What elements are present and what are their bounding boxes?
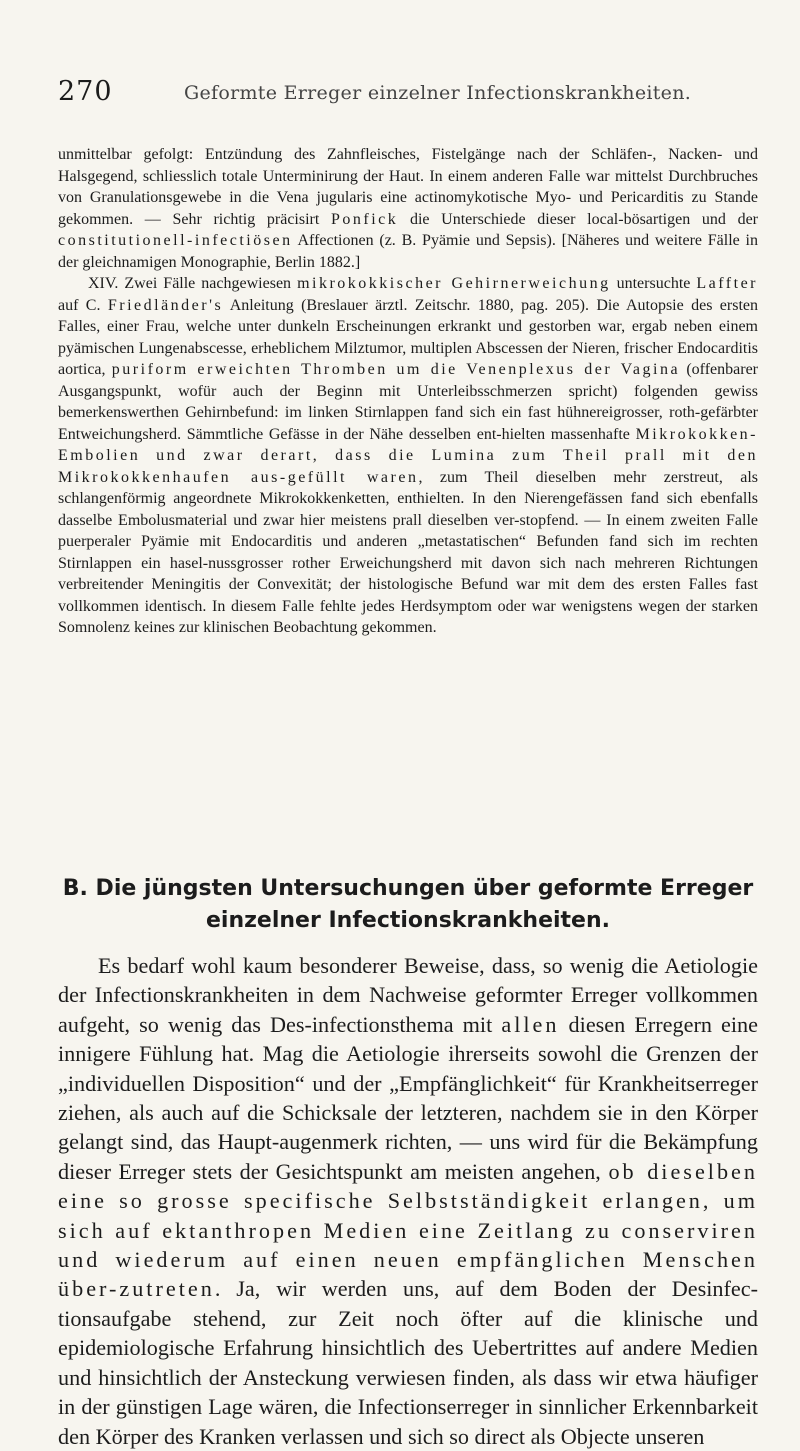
text-run: (offenbarer Ausgangspunkt, wofür auch der Beginn mit Unterleibsschmerzen spricht) folgenden gewiss bemerkenswerthen Gehirnbefund: im linken Stirnlappen fand sich ein fast hühnereigrosser, roth-gefärbter Entweichungsherd. Sämmtliche Gefässe in der Nähe desselben ent-hielten massenhafte: [58, 361, 758, 443]
spaced-emphasis: constitutionell-infectiösen: [58, 232, 293, 249]
spaced-emphasis: mikrokokkischer Gehirnerweichung: [297, 275, 611, 292]
section-heading: B. Die jüngsten Untersuchungen über geformte Erreger einzelner Infectionskrankheiten.: [62, 876, 754, 933]
running-header: [58, 76, 758, 106]
small-print-section: [58, 144, 758, 639]
spaced-name-laffter: Laffter: [696, 275, 759, 292]
spaced-emphasis: puriform erweichten Thromben um die Venenplexus der Vagina: [111, 361, 681, 378]
text-run: Affectionen (z. B. Pyämie und Sepsis). [Näheres und weitere Fälle in der gleichnamigen Monographie, Berlin 1882.]: [58, 232, 758, 271]
text-run: XIV. Zwei Fälle nachgewiesen: [88, 275, 298, 292]
text-run: auf C.: [58, 296, 108, 314]
spaced-name-friedlaender: Friedländer's: [107, 296, 224, 314]
text-run: diesen Erregern eine innigere Fühlung hat. Mag die Aetiologie ihrerseits sowohl die Grenzen der „individuellen Disposition“ und der „Empfänglichkeit“ für Krankheitserreger ziehen, als auch auf die Schicksale der letzteren, nachdem sie in den Körper gelangt sind, das Haupt-augenmerk richten, — uns wird für die Bekämpfung dieser Erreger stets der Gesichtspunkt am meisten angehen,: [58, 1011, 758, 1184]
spaced-emphasis: allen: [501, 1011, 560, 1037]
spaced-emphasis: Mikrokokken-Embolien und zwar derart, dass die Lumina zum Theil prall mit den Mikrokokkenhaufen aus-gefüllt waren: [58, 425, 758, 486]
text-run: . Ja, wir werden uns, auf dem Boden der Desinfec-tionsaufgabe stehend, zur Zeit noch öfter auf die klinische und epidemiologische Erfahrung hinsichtlich des Uebertrittes auf andere Medien und hinsichtlich der Ansteckung verwiesen finden, als dass wir etwa häufiger in der günstigen Lage wären, die Infectionserreger in sinnlicher Erkennbarkeit den Körper des Kranken verlassen und sich so direct als Objecte unseren: [58, 1276, 758, 1449]
text-run: , zum Theil dieselben mehr zerstreut, als schlangenförmig angeordnete Mikrokokkenketten, enthielten. In den Nierengefässen fand sich ebenfalls dasselbe Embolusmaterial und zwar hier meistens prall dieselben ver-stopfend. — In einem zweiten Falle puerperaler Pyämie mit Endocarditis und anderen „metastatischen“ Befunden fand sich im rechten Stirnlappen ein hasel-nussgrosser rother Erweichungsherd mit davon sich nach mehreren Richtungen verbreitender Meningitis der Convexität; der histologische Befund war mit dem des ersten Falles fast vollkommen identisch. In diesem Falle fehlte jedes Herdsymptom oder war wenigstens wegen der starken Somnolenz keines zur klinischen Beobachtung gekommen.: [58, 468, 758, 636]
text-run: untersuchte: [610, 275, 697, 292]
page-number: 270: [58, 76, 113, 107]
text-run: Es bedarf wohl kaum besonderer Beweise, dass, so wenig die Aetiologie der Infectionskrankheiten in dem Nachweise geformter Erreger vollkommen aufgeht, so wenig das Des-infectionsthema mit: [58, 953, 758, 1037]
main-text-section: [58, 951, 758, 1451]
text-run: die Unterschiede dieser local-bösartigen und der: [398, 210, 759, 228]
spaced-emphasis: ob dieselben eine so grosse specifische Selbstständigkeit erlangen, um sich auf ektanthropen Medien eine Zeitlang zu conserviren und wiederum auf einen neuen empfänglichen Menschen über-zutreten: [58, 1158, 758, 1302]
paragraph-actinomycosis: [58, 144, 758, 273]
running-title: Geformte Erreger einzelner Infectionskrankheiten.: [184, 82, 692, 104]
text-run: unmittelbar gefolgt: Entzündung des Zahnfleisches, Fistelgänge nach der Schläfen-, Nacken- und Halsgegend, schliesslich totale Unterminirung der Haut. In einem anderen Falle war mittelst Durchbruches von Granulationsgewebe in die Vena jugularis eine actinomykotische Myo- und Pericarditis zu Stande gekommen. — Sehr richtig präcisirt: [58, 146, 758, 228]
text-run: Anleitung (Breslauer ärztl. Zeitschr. 1880, pag. 205). Die Autopsie des ersten Falles, einer Frau, welche unter dunkeln Erscheinungen erkrankt und gestorben war, ergab neben einem pyämischen Lungenabscesse, erheblichem Milztumor, multiplen Abscessen der Nieren, frischer Endocarditis aortica,: [58, 296, 758, 378]
paragraph-desinfection: [58, 951, 758, 1451]
spaced-name-ponfick: Ponfick: [331, 210, 399, 228]
paragraph-xiv: [58, 273, 758, 639]
